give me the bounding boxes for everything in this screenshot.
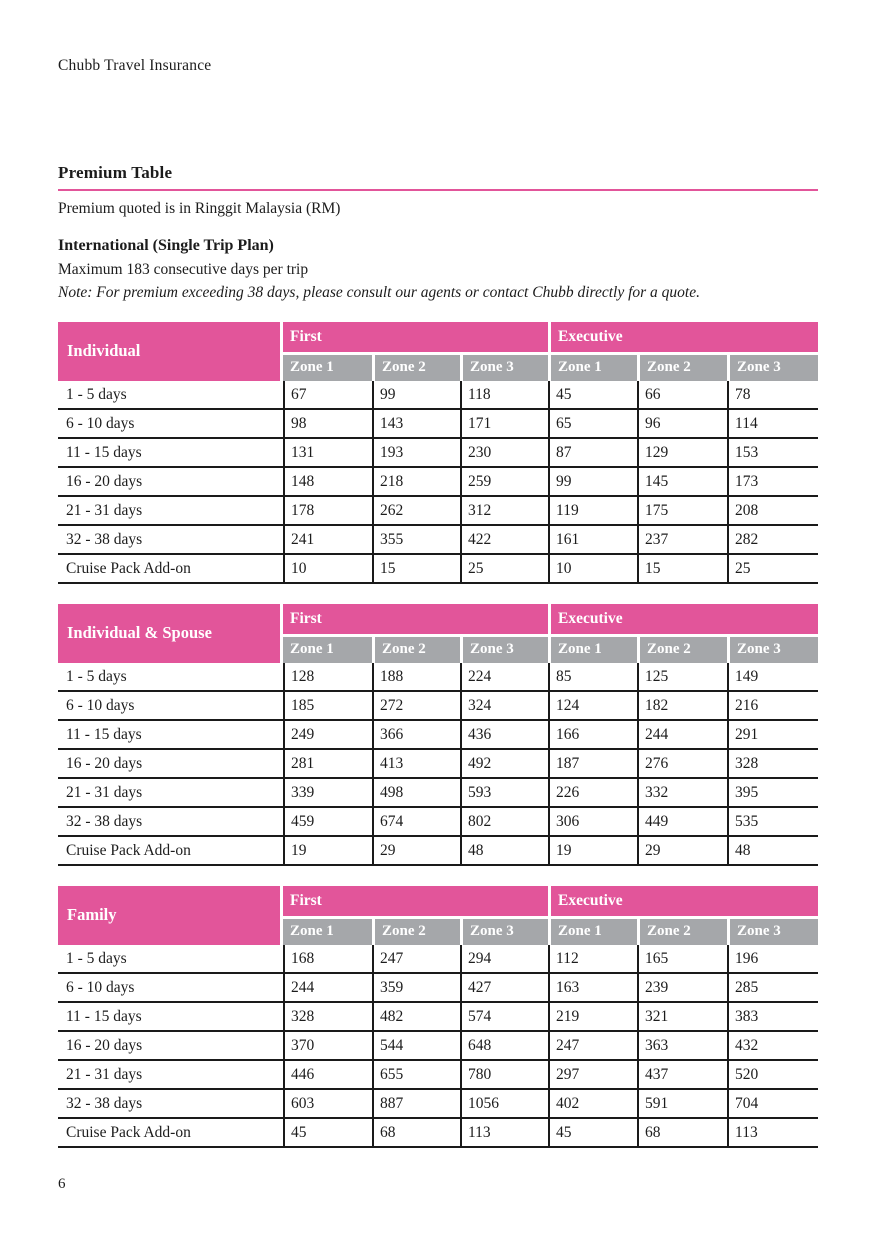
table-row [58,1090,818,1119]
zone-header-cell: Zone 3 [460,352,548,381]
document-header: Chubb Travel Insurance [58,57,212,74]
premium-value: 87 [548,439,637,468]
premium-value: 328 [727,750,818,779]
premium-value: 68 [637,1119,727,1148]
premium-value: 113 [460,1119,548,1148]
premium-value: 124 [548,692,637,721]
group-header-cell: Individual & Spouse [58,604,283,663]
premium-value: 262 [372,497,460,526]
zone-header-cell: Zone 3 [727,634,818,663]
premium-value: 29 [372,837,460,866]
premium-value: 276 [637,750,727,779]
premium-value: 48 [727,837,818,866]
zone-header-cell: Zone 2 [372,916,460,945]
premium-value: 498 [372,779,460,808]
plan-header-first: First [283,322,548,352]
premium-value: 218 [372,468,460,497]
premium-value: 131 [283,439,372,468]
premium-value: 99 [372,381,460,410]
premium-value: 119 [548,497,637,526]
premium-value: 887 [372,1090,460,1119]
row-label: 6 - 10 days [58,410,283,439]
premium-value: 259 [460,468,548,497]
premium-value: 648 [460,1032,548,1061]
premium-value: 574 [460,1003,548,1032]
row-label: Cruise Pack Add-on [58,837,283,866]
premium-value: 321 [637,1003,727,1032]
table-row [58,837,818,866]
row-label: 32 - 38 days [58,808,283,837]
row-label: 1 - 5 days [58,663,283,692]
zone-header-cell: Zone 1 [548,352,637,381]
premium-value: 492 [460,750,548,779]
row-label: 21 - 31 days [58,1061,283,1090]
section-title: Premium Table [58,163,173,182]
premium-value: 15 [637,555,727,584]
premium-value: 188 [372,663,460,692]
plan-header-row [58,604,818,634]
table-row [58,721,818,750]
table-row [58,974,818,1003]
premium-value: 395 [727,779,818,808]
premium-value: 45 [283,1119,372,1148]
table-row [58,808,818,837]
zone-header-cell: Zone 2 [372,634,460,663]
table-row [58,439,818,468]
premium-value: 535 [727,808,818,837]
premium-value: 244 [283,974,372,1003]
premium-value: 224 [460,663,548,692]
row-label: 11 - 15 days [58,1003,283,1032]
plan-note: Note: For premium exceeding 38 days, please consult our agents or contact Chubb directly for a quote. [58,284,700,301]
table-row [58,1032,818,1061]
row-label: Cruise Pack Add-on [58,555,283,584]
premium-value: 148 [283,468,372,497]
premium-value: 436 [460,721,548,750]
plan-header-row [58,322,818,352]
row-label: 32 - 38 days [58,1090,283,1119]
premium-value: 324 [460,692,548,721]
premium-value: 178 [283,497,372,526]
premium-value: 355 [372,526,460,555]
premium-value: 704 [727,1090,818,1119]
zone-header-cell: Zone 3 [727,916,818,945]
row-label: 11 - 15 days [58,721,283,750]
plan-header-executive: Executive [548,604,818,634]
plan-title: International (Single Trip Plan) [58,237,274,254]
premium-value: 175 [637,497,727,526]
plan-header-row [58,886,818,916]
premium-value: 99 [548,468,637,497]
premium-value: 25 [727,555,818,584]
premium-value: 196 [727,945,818,974]
premium-value: 29 [637,837,727,866]
premium-value: 216 [727,692,818,721]
premium-value: 163 [548,974,637,1003]
premium-value: 437 [637,1061,727,1090]
premium-value: 19 [283,837,372,866]
row-label: 6 - 10 days [58,974,283,1003]
plan-header-executive: Executive [548,322,818,352]
premium-value: 171 [460,410,548,439]
premium-value: 67 [283,381,372,410]
premium-value: 285 [727,974,818,1003]
zone-header-cell: Zone 1 [283,916,372,945]
premium-value: 125 [637,663,727,692]
premium-value: 143 [372,410,460,439]
row-label: 16 - 20 days [58,468,283,497]
table-row [58,381,818,410]
premium-value: 165 [637,945,727,974]
premium-value: 282 [727,526,818,555]
premium-value: 239 [637,974,727,1003]
premium-value: 226 [548,779,637,808]
premium-table-family [58,886,818,1148]
premium-value: 312 [460,497,548,526]
table-row [58,1003,818,1032]
table-row [58,779,818,808]
premium-value: 168 [283,945,372,974]
zone-header-cell: Zone 1 [548,916,637,945]
table-row [58,750,818,779]
premium-value: 85 [548,663,637,692]
premium-value: 230 [460,439,548,468]
premium-value: 459 [283,808,372,837]
premium-value: 161 [548,526,637,555]
premium-value: 297 [548,1061,637,1090]
premium-value: 48 [460,837,548,866]
premium-value: 603 [283,1090,372,1119]
premium-value: 241 [283,526,372,555]
premium-table-individual-spouse [58,604,818,866]
premium-value: 339 [283,779,372,808]
table-row [58,945,818,974]
premium-value: 593 [460,779,548,808]
premium-value: 65 [548,410,637,439]
premium-value: 10 [548,555,637,584]
premium-value: 118 [460,381,548,410]
premium-value: 113 [727,1119,818,1148]
plan-header-first: First [283,886,548,916]
zone-header-cell: Zone 2 [637,352,727,381]
table-row [58,526,818,555]
premium-value: 129 [637,439,727,468]
plan-header-first: First [283,604,548,634]
premium-value: 281 [283,750,372,779]
row-label: 32 - 38 days [58,526,283,555]
premium-value: 114 [727,410,818,439]
zone-header-cell: Zone 2 [637,634,727,663]
group-header-cell: Family [58,886,283,945]
premium-value: 10 [283,555,372,584]
premium-value: 185 [283,692,372,721]
premium-value: 432 [727,1032,818,1061]
premium-value: 422 [460,526,548,555]
premium-value: 112 [548,945,637,974]
premium-value: 149 [727,663,818,692]
premium-value: 328 [283,1003,372,1032]
plan-heading-block [58,234,818,305]
premium-value: 520 [727,1061,818,1090]
plan-header-executive: Executive [548,886,818,916]
premium-value: 237 [637,526,727,555]
premium-value: 68 [372,1119,460,1148]
table-row [58,555,818,584]
premium-value: 45 [548,381,637,410]
table-row [58,410,818,439]
currency-note: Premium quoted is in Ringgit Malaysia (RM) [58,200,341,217]
premium-value: 591 [637,1090,727,1119]
row-label: 1 - 5 days [58,381,283,410]
premium-value: 370 [283,1032,372,1061]
premium-value: 45 [548,1119,637,1148]
table-row [58,497,818,526]
premium-value: 449 [637,808,727,837]
premium-value: 1056 [460,1090,548,1119]
premium-value: 187 [548,750,637,779]
premium-value: 78 [727,381,818,410]
premium-value: 294 [460,945,548,974]
table-row [58,1119,818,1148]
premium-value: 306 [548,808,637,837]
premium-value: 247 [372,945,460,974]
premium-value: 98 [283,410,372,439]
premium-value: 291 [727,721,818,750]
premium-value: 366 [372,721,460,750]
premium-value: 482 [372,1003,460,1032]
row-label: 11 - 15 days [58,439,283,468]
row-label: 16 - 20 days [58,1032,283,1061]
pink-divider [58,189,818,191]
premium-value: 182 [637,692,727,721]
premium-value: 66 [637,381,727,410]
table-row [58,692,818,721]
premium-value: 173 [727,468,818,497]
group-header-cell: Individual [58,322,283,381]
premium-value: 145 [637,468,727,497]
row-label: 1 - 5 days [58,945,283,974]
premium-value: 244 [637,721,727,750]
document-page [58,0,818,1193]
premium-value: 802 [460,808,548,837]
premium-value: 19 [548,837,637,866]
zone-header-cell: Zone 3 [727,352,818,381]
zone-header-cell: Zone 3 [460,634,548,663]
zone-header-cell: Zone 3 [460,916,548,945]
premium-value: 413 [372,750,460,779]
premium-value: 402 [548,1090,637,1119]
premium-value: 15 [372,555,460,584]
row-label: Cruise Pack Add-on [58,1119,283,1148]
table-row [58,1061,818,1090]
row-label: 16 - 20 days [58,750,283,779]
premium-value: 166 [548,721,637,750]
premium-value: 208 [727,497,818,526]
premium-value: 153 [727,439,818,468]
premium-value: 128 [283,663,372,692]
premium-value: 332 [637,779,727,808]
premium-table-individual [58,322,818,584]
row-label: 21 - 31 days [58,779,283,808]
premium-value: 247 [548,1032,637,1061]
row-label: 6 - 10 days [58,692,283,721]
premium-value: 359 [372,974,460,1003]
table-row [58,468,818,497]
premium-value: 272 [372,692,460,721]
premium-value: 25 [460,555,548,584]
premium-value: 446 [283,1061,372,1090]
premium-value: 655 [372,1061,460,1090]
zone-header-cell: Zone 1 [283,352,372,381]
premium-value: 363 [637,1032,727,1061]
premium-value: 219 [548,1003,637,1032]
premium-value: 674 [372,808,460,837]
premium-value: 780 [460,1061,548,1090]
premium-value: 193 [372,439,460,468]
premium-value: 96 [637,410,727,439]
plan-subtitle: Maximum 183 consecutive days per trip [58,260,309,278]
premium-value: 249 [283,721,372,750]
row-label: 21 - 31 days [58,497,283,526]
premium-value: 544 [372,1032,460,1061]
premium-value: 427 [460,974,548,1003]
table-row [58,663,818,692]
zone-header-cell: Zone 1 [283,634,372,663]
zone-header-cell: Zone 1 [548,634,637,663]
zone-header-cell: Zone 2 [372,352,460,381]
zone-header-cell: Zone 2 [637,916,727,945]
premium-value: 383 [727,1003,818,1032]
page-number: 6 [58,1175,66,1192]
